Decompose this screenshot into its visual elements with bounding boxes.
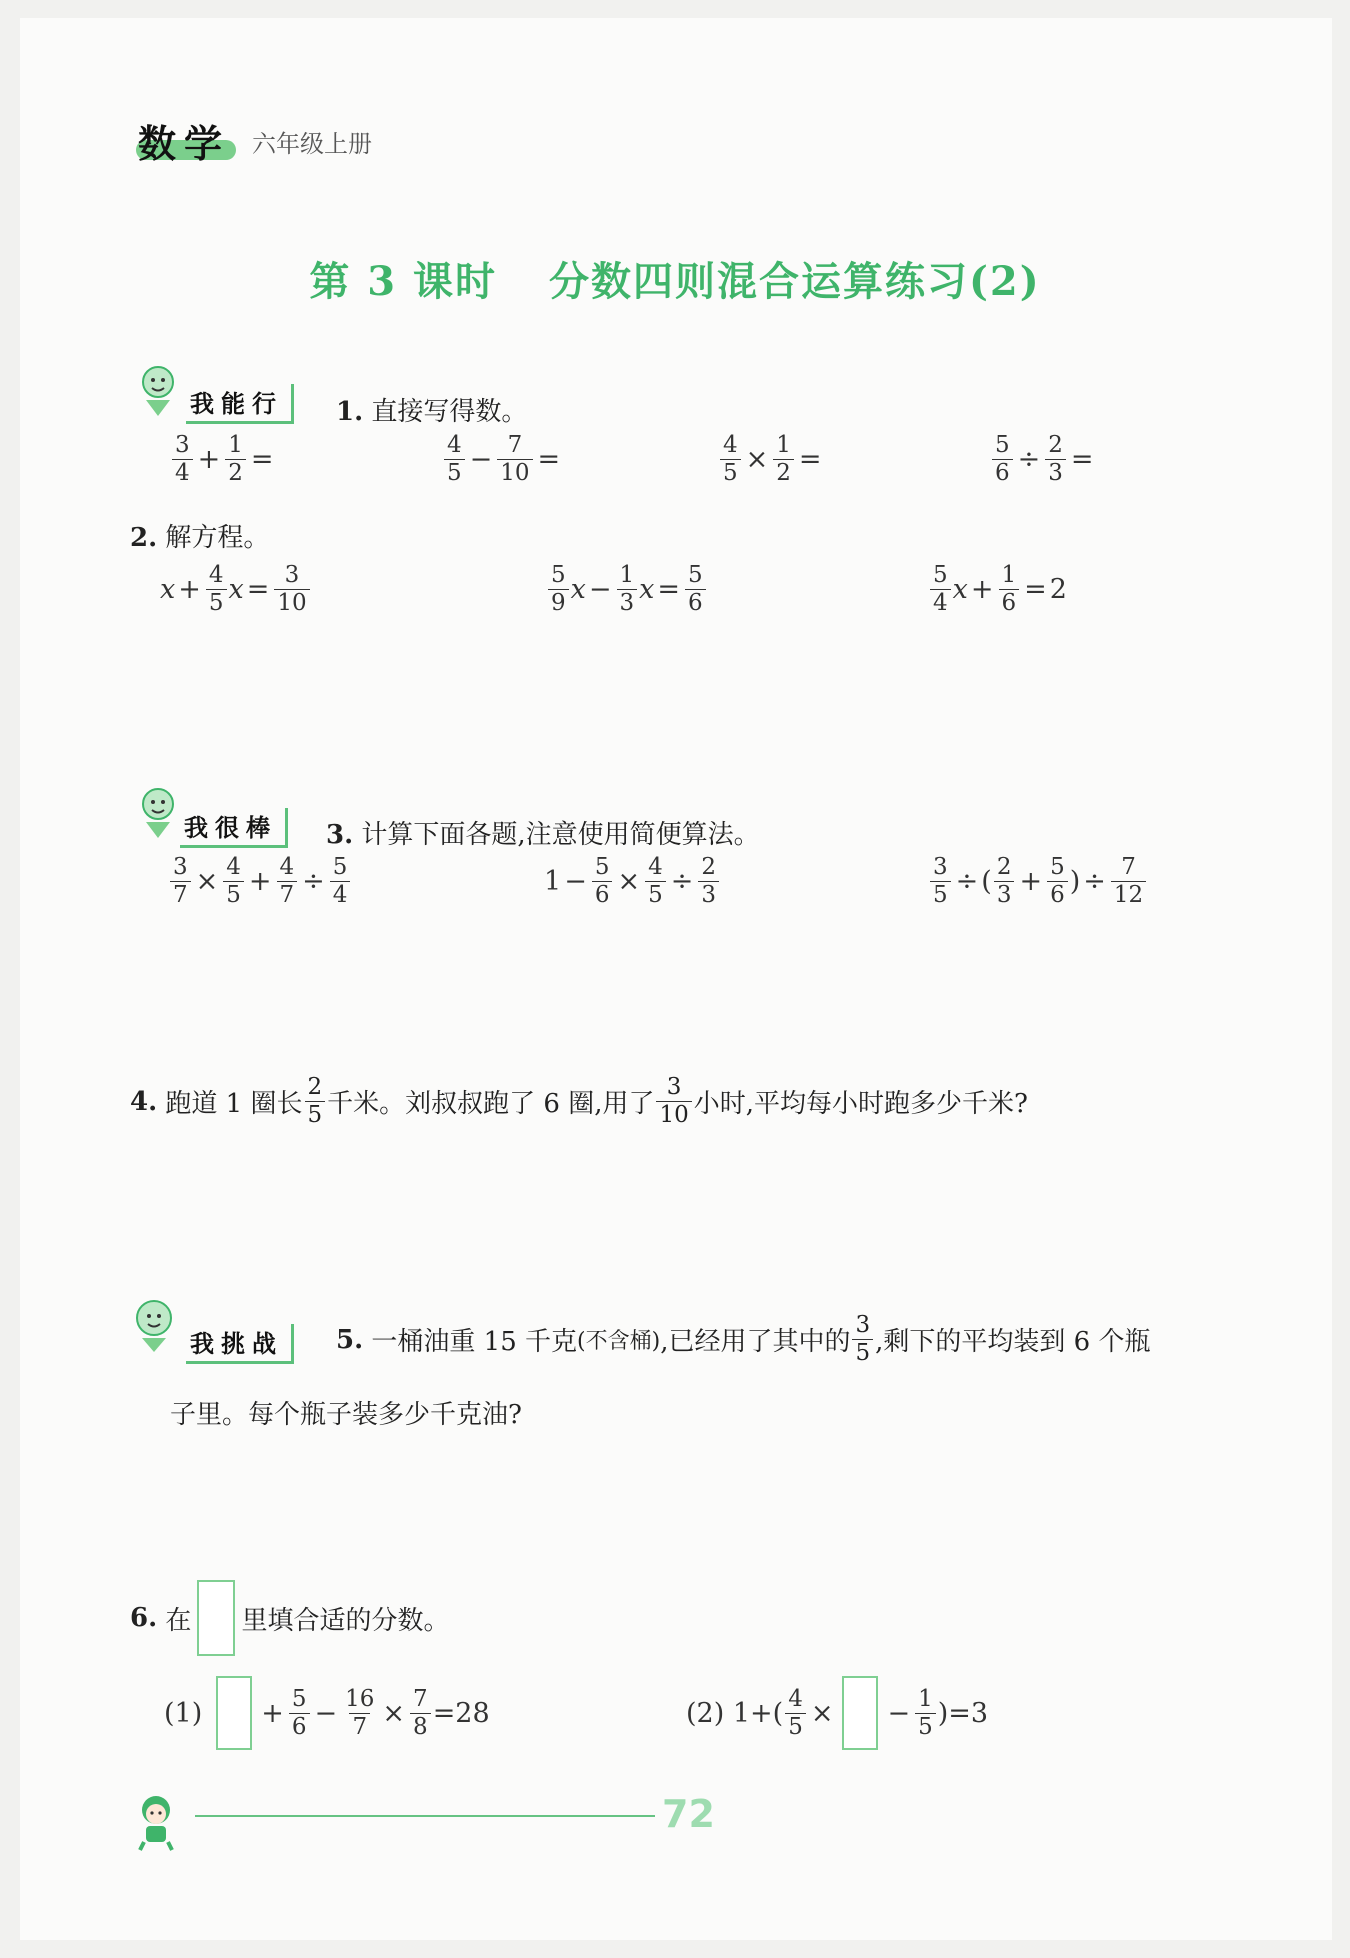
fraction: $\frac{5}{4}$: [330, 856, 351, 907]
question-text: 计算下面各题,注意使用简便算法。: [361, 820, 760, 850]
fraction: $\frac{16}{7}$: [345, 1685, 375, 1740]
equation-2c: $\frac{5}{4}$ x + $\frac{1}{6}$ = 2: [928, 564, 1067, 615]
fraction: $\frac{4}{5}$: [206, 564, 227, 615]
fraction: $\frac{3}{5}$: [852, 1314, 873, 1365]
fraction: $\frac{1}{6}$: [999, 564, 1020, 615]
expression-1a: $\frac{3}{4}$ + $\frac{1}{2}$ =: [170, 434, 277, 485]
fraction: $\frac{3}{5}$: [930, 856, 951, 907]
expression-1c: $\frac{4}{5}$ × $\frac{1}{2}$ =: [718, 434, 825, 485]
expression-3a: $\frac{3}{7}$ × $\frac{4}{5}$ + $\frac{4}{7}$ ÷ $\frac{5}{4}$: [168, 856, 352, 907]
fraction: $\frac{1}{2}$: [773, 434, 794, 485]
answer-box-sample: [197, 1580, 235, 1656]
equation-6-1: (1) + $\frac{5}{6}$ − $\frac{16}{7}$ × $\frac{7}{8}$ =28: [164, 1676, 490, 1750]
grade-label: 六年级上册: [252, 130, 372, 158]
question-text: 解方程。: [165, 523, 270, 553]
fraction: $\frac{3}{10}$: [274, 564, 309, 615]
question-number: 6.: [130, 1603, 158, 1633]
fraction: $\frac{7}{12}$: [1111, 856, 1146, 907]
question-4: 4. 跑道 1 圈长 $\frac{2}{5}$ 千米。刘叔叔跑了 6 圈,用了 $\frac{3}{10}$ 小时,平均每小时跑多少千米?: [130, 1074, 1028, 1128]
expression-1b: $\frac{4}{5}$ − $\frac{7}{10}$ =: [442, 434, 563, 485]
fraction: $\frac{7}{8}$: [410, 1688, 431, 1739]
question-6: 6. 在 里填合适的分数。: [130, 1580, 449, 1656]
fraction: $\frac{3}{4}$: [172, 434, 193, 485]
fraction: $\frac{5}{4}$: [930, 564, 951, 615]
fraction: $\frac{4}{5}$: [785, 1688, 806, 1739]
question-number: 2.: [130, 523, 158, 553]
question-number: 4.: [130, 1086, 158, 1117]
question-number: 5.: [336, 1324, 364, 1355]
page-number: 72: [662, 1792, 715, 1836]
equation-6-2: (2) 1+( $\frac{4}{5}$ × − $\frac{1}{5}$ )=3: [686, 1676, 988, 1750]
fraction: $\frac{4}{7}$: [277, 856, 298, 907]
fraction: $\frac{4}{5}$: [720, 434, 741, 485]
fraction: $\frac{2}{3}$: [994, 856, 1015, 907]
question-5: 5. 一桶油重 15 千克 (不含桶) ,已经用了其中的 $\frac{3}{5}$ ,剩下的平均装到 6 个瓶: [336, 1312, 1151, 1366]
question-number: 1.: [336, 397, 364, 427]
fraction: $\frac{1}{3}$: [617, 564, 638, 615]
badge-wo-hen-bang: 我很棒: [180, 808, 288, 848]
lesson-number: 第 3 课时: [309, 258, 497, 305]
mascot-icon: [132, 782, 184, 844]
mascot-icon: [128, 1296, 180, 1358]
fraction: $\frac{5}{9}$: [548, 564, 569, 615]
question-3: [326, 814, 760, 851]
fraction: $\frac{4}{5}$: [444, 434, 465, 485]
subject-title: 数学: [138, 122, 231, 166]
equation-2b: $\frac{5}{9}$ x − $\frac{1}{3}$ x = $\frac{5}{6}$: [546, 564, 708, 615]
fraction: $\frac{3}{7}$: [170, 856, 191, 907]
question-5-line2: 子里。每个瓶子装多少千克油?: [170, 1400, 522, 1430]
fraction: $\frac{5}{6}$: [289, 1688, 310, 1739]
fraction: $\frac{4}{5}$: [223, 856, 244, 907]
fraction: $\frac{2}{3}$: [1045, 434, 1066, 485]
fraction: $\frac{2}{5}$: [305, 1076, 326, 1127]
fraction: $\frac{1}{5}$: [915, 1688, 936, 1739]
badge-wo-neng-xing: 我能行: [186, 384, 294, 424]
answer-box-2[interactable]: [842, 1676, 878, 1750]
lesson-title: [0, 250, 1350, 307]
fraction: $\frac{5}{6}$: [685, 564, 706, 615]
question-number: 3.: [326, 820, 354, 850]
footer-rule: [195, 1815, 655, 1817]
lesson-topic: 分数四则混合运算练习(2): [549, 258, 1041, 305]
question-text: 直接写得数。: [371, 397, 528, 427]
footer-mascot-icon: [130, 1790, 190, 1856]
fraction: $\frac{5}{6}$: [992, 434, 1013, 485]
expression-1d: $\frac{5}{6}$ ÷ $\frac{2}{3}$ =: [990, 434, 1097, 485]
expression-3c: $\frac{3}{5}$ ÷ ( $\frac{2}{3}$ + $\frac{5}{6}$ ) ÷ $\frac{7}{12}$: [928, 856, 1148, 907]
question-2: [130, 517, 269, 554]
fraction: $\frac{5}{6}$: [592, 856, 613, 907]
fraction: $\frac{1}{2}$: [225, 434, 246, 485]
equation-2a: x + $\frac{4}{5}$ x = $\frac{3}{10}$: [160, 564, 312, 615]
question-1: [336, 391, 527, 428]
fraction: $\frac{4}{5}$: [645, 856, 666, 907]
expression-3b: 1 − $\frac{5}{6}$ × $\frac{4}{5}$ ÷ $\frac{2}{3}$: [544, 856, 721, 907]
fraction: $\frac{7}{10}$: [497, 434, 532, 485]
answer-box-1[interactable]: [216, 1676, 252, 1750]
fraction: $\frac{2}{3}$: [698, 856, 719, 907]
mascot-icon: [132, 360, 184, 422]
badge-wo-tiao-zhan: 我挑战: [186, 1324, 294, 1364]
fraction: $\frac{5}{6}$: [1047, 856, 1068, 907]
fraction: $\frac{3}{10}$: [656, 1076, 691, 1127]
